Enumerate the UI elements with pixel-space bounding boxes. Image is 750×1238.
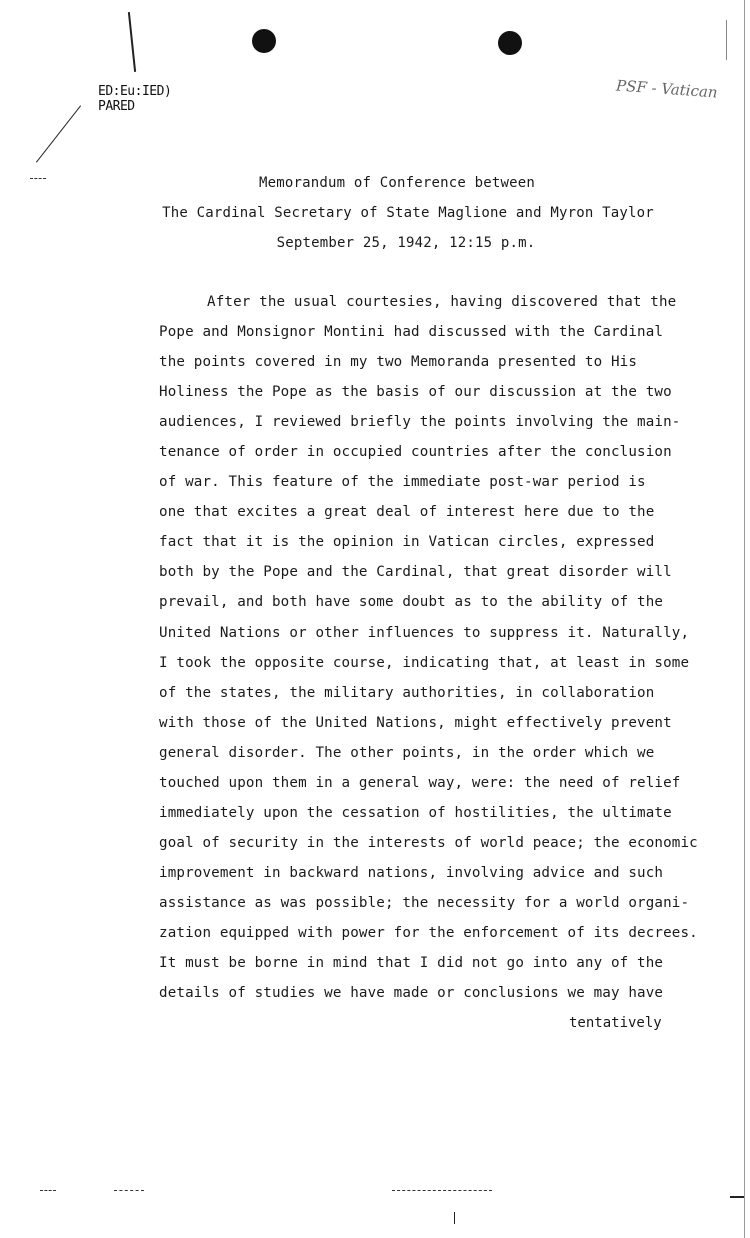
scan-dash	[114, 1190, 144, 1192]
body-line: of the states, the military authorities, in collaboration	[159, 684, 655, 701]
memo-heading	[0, 168, 750, 258]
scan-mark-vertical	[128, 12, 136, 72]
scan-dash	[392, 1190, 492, 1192]
body-line: I took the opposite course, indicating that, at least in some	[159, 654, 690, 671]
body-line: fact that it is the opinion in Vatican circles, expressed	[159, 534, 655, 551]
body-line: improvement in backward nations, involving advice and such	[159, 864, 664, 881]
body-line: touched upon them in a general way, were: the need of relief	[159, 774, 681, 791]
scan-mark-diagonal	[36, 105, 81, 162]
scan-mark-bottom	[454, 1212, 455, 1224]
body-line: with those of the United Nations, might effectively prevent	[159, 714, 672, 731]
body-line: After the usual courtesies, having discovered that the	[207, 294, 677, 310]
body-line: audiences, I reviewed briefly the points involving the main-	[159, 414, 681, 431]
body-line: Pope and Monsignor Montini had discussed with the Cardinal	[159, 324, 664, 341]
stamp-line-1: ED:Eu:IED)	[98, 84, 172, 99]
body-line: assistance as was possible; the necessity for a world organi-	[159, 894, 690, 911]
scan-dash	[40, 1190, 56, 1192]
body-line: goal of security in the interests of world peace; the economic	[159, 834, 698, 851]
body-line: immediately upon the cessation of hostilities, the ultimate	[159, 804, 672, 821]
punch-hole-left	[252, 29, 276, 53]
body-line: both by the Pope and the Cardinal, that great disorder will	[159, 564, 672, 581]
heading-parties: The Cardinal Secretary of State Maglione and Myron Taylor	[162, 205, 654, 221]
body-line: one that excites a great deal of interest here due to the	[159, 504, 655, 521]
stamp-line-2: PARED	[98, 99, 135, 114]
body-line: United Nations or other influences to suppress it. Naturally,	[159, 624, 690, 641]
handwritten-note: PSF - Vatican	[615, 76, 719, 102]
page-catchword: tentatively	[569, 1015, 662, 1031]
body-line: It must be borne in mind that I did not go into any of the	[159, 955, 664, 972]
body-line: the points covered in my two Memoranda presented to His	[159, 354, 638, 371]
scan-mark-corner	[730, 1196, 744, 1198]
body-line: details of studies we have made or conclusions we may have	[159, 985, 664, 1002]
body-line: Holiness the Pope as the basis of our discussion at the two	[159, 384, 672, 401]
scan-mark-edge	[726, 20, 727, 60]
body-line: zation equipped with power for the enforcement of its decrees.	[159, 924, 698, 941]
heading-date: September 25, 1942, 12:15 p.m.	[276, 235, 536, 251]
body-line: general disorder. The other points, in the order which we	[159, 744, 655, 761]
body-line: tenance of order in occupied countries after the conclusion	[159, 444, 672, 461]
body-line: of war. This feature of the immediate post-war period is	[159, 474, 646, 491]
heading-title: Memorandum of Conference between	[258, 175, 536, 191]
memo-body	[159, 287, 719, 1008]
punch-hole-right	[498, 31, 522, 55]
body-line: prevail, and both have some doubt as to the ability of the	[159, 594, 664, 611]
classification-stamp	[98, 84, 171, 114]
